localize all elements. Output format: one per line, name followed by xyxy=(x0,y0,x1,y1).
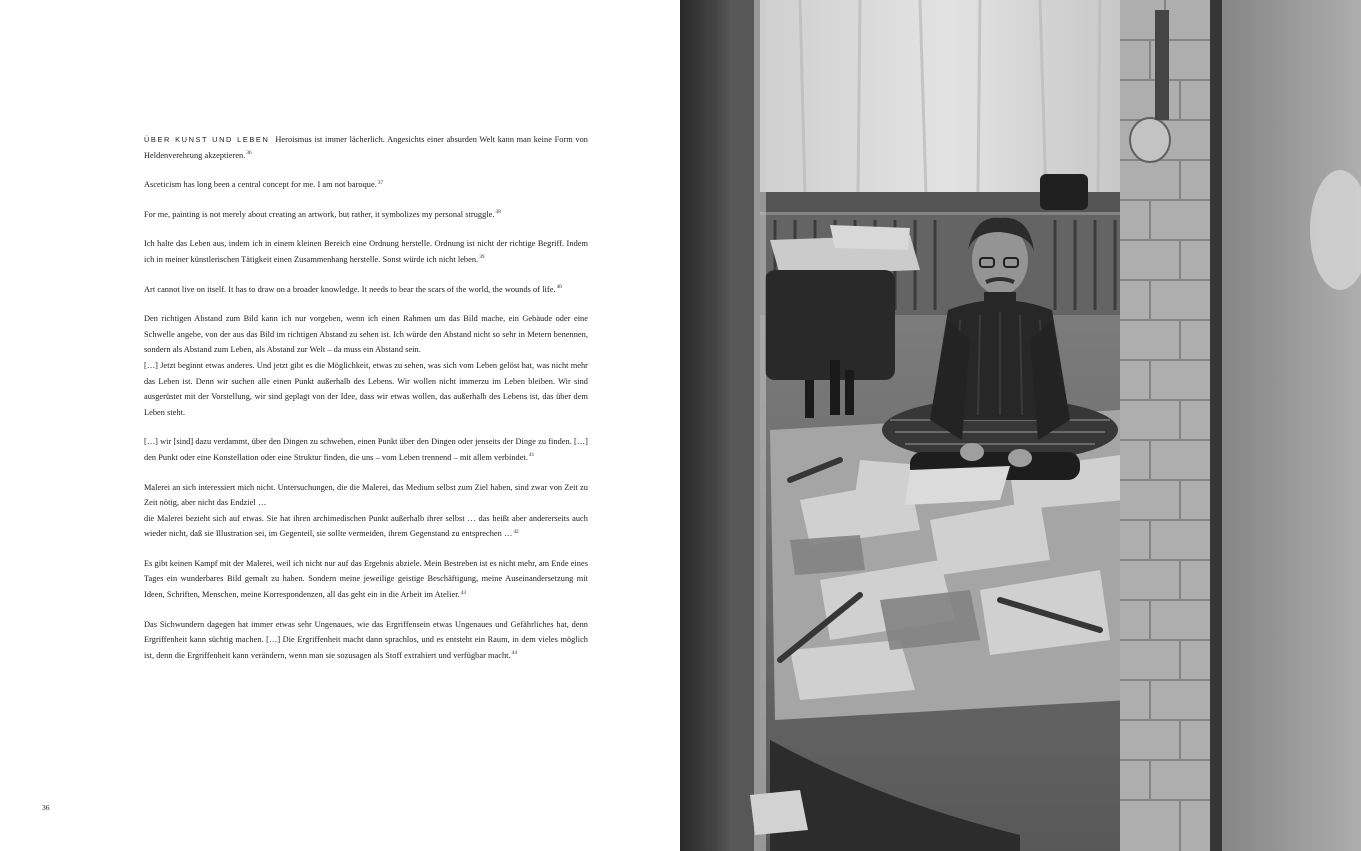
footnote-marker: 41 xyxy=(528,452,535,459)
quote-text: For me, painting is not merely about creating an artwork, but rather, it symbolizes my personal struggle. xyxy=(144,209,495,219)
quote-paragraph xyxy=(144,311,588,358)
page-number: 36 xyxy=(42,803,50,812)
quote-text: Den richtigen Abstand zum Bild kann ich nur vorgeben, wenn ich einen Rahmen um das Bild mache, ein Gebäude oder eine Schwelle angebe, von der aus das Bild im richtigen Abstand zu sehen ist. Ich würde den Abstand nicht so sehr in Metern benennen, sondern als Abstand zum Leben, als Abstand zur Welt – da muss ein Abstand sein. xyxy=(144,314,588,355)
quote-text: Das Sichwundern dagegen hat immer etwas sehr Ungenaues, wie das Ergriffensein etwas Ungenaues und Gefährliches hat, denn Ergriffenheit kann süchtig machen. […] Die Ergriffenheit macht dann sprachlos, und es entsteht ein Raum, in dem vieles möglich ist, denn die Ergriffenheit kann verändern, wenn man sie sozusagen als Stoff extrahiert und verfügbar macht. xyxy=(144,619,588,660)
quote-text: […] Jetzt beginnt etwas anderes. Und jetzt gibt es die Möglichkeit, etwas zu sehen, was sich vom Leben gelöst hat, was nicht mehr das Leben ist. Denn wir suchen alle einen Punkt außerhalb des Lebens. Wir wollen nicht immerzu im Leben bleiben. Wir sind ausgerüstet mit der Vorstellung, wir sind geplagt von der Idee, dass wir etwas wollen, das außerhalb des Lebens ist, das über dem Leben steht. xyxy=(144,360,588,417)
footnote-marker: 36 xyxy=(246,150,252,157)
footnote-marker: 44 xyxy=(511,650,517,657)
quote-text: Ich halte das Leben aus, indem ich in einem kleinen Bereich eine Ordnung herstelle. Ordnung ist nicht der richtige Begriff. Indem ich in meiner künstlerischen Tätigkeit einen Zusammenhang herstelle. Sonst würde ich nicht leben. xyxy=(144,239,588,264)
quote-paragraph xyxy=(144,358,588,420)
quote-text: Heroismus ist immer lächerlich. Angesichts einer absurden Welt kann man keine Form von Heldenverehrung akzeptieren. xyxy=(144,135,588,160)
quote-paragraph xyxy=(144,236,588,267)
footnote-marker: 40 xyxy=(556,284,562,291)
left-page xyxy=(0,0,680,851)
text-column xyxy=(144,132,588,677)
quote-paragraph xyxy=(144,511,588,542)
studio-photograph xyxy=(680,0,1361,851)
quote-text: […] wir [sind] dazu verdammt, über den Dingen zu schweben, einen Punkt über den Dingen oder jenseits der Dinge zu finden. […] den Punkt oder eine Konstellation oder eine Struktur finden, die uns – vom Leben trennend – mit allem verbindet. xyxy=(144,437,588,462)
footnote-marker: 42 xyxy=(513,528,519,535)
footnote-marker: 39 xyxy=(479,254,485,261)
quote-text: Asceticism has long been a central concept for me. I am not baroque. xyxy=(144,180,377,190)
quote-text: Malerei an sich interessiert mich nicht. Untersuchungen, die die Malerei, das Medium selbst zum Ziel haben, sind zwar von Zeit zu Zeit nötig, aber nicht das Endziel … xyxy=(144,482,588,508)
quote-paragraph xyxy=(144,282,588,298)
footnote-marker: 38 xyxy=(495,209,501,216)
quote-paragraph xyxy=(144,177,588,193)
footnote-marker: 37 xyxy=(377,179,384,186)
quote-paragraph xyxy=(144,556,588,603)
photograph-artist-in-studio xyxy=(680,0,1361,851)
footnote-marker: 43 xyxy=(460,589,466,596)
quote-text: Es gibt keinen Kampf mit der Malerei, weil ich nicht nur auf das Ergebnis abziele. Mein Bestreben ist es nicht mehr, am Ende eines Tages ein wunderbares Bild gemalt zu haben. Sondern meine jeweilige geistige Beschäftigung, meine Auseinandersetzung mit Ideen, Schriften, Menschen, meine Korrespondenzen, all das geht ein in die Arbeit im Atelier. xyxy=(144,558,588,600)
quote-text: die Malerei bezieht sich auf etwas. Sie hat ihren archimedischen Punkt außerhalb ihrer selbst … das heißt aber andererseits auch wieder nicht, daß sie Illustration sei, im Gegenteil, sie sollte vermeiden, ihrem Gegenstand zu entsprechen … xyxy=(144,513,588,539)
quote-paragraph xyxy=(144,480,588,511)
quote-text: Art cannot live on itself. It has to draw on a broader knowledge. It needs to bear the scars of the world, the wounds of life. xyxy=(144,284,556,294)
quote-paragraph xyxy=(144,207,588,223)
quote-paragraph xyxy=(144,617,588,664)
quote-paragraph xyxy=(144,434,588,465)
quote-paragraph xyxy=(144,132,588,163)
section-heading: ÜBER KUNST UND LEBEN xyxy=(144,135,270,144)
